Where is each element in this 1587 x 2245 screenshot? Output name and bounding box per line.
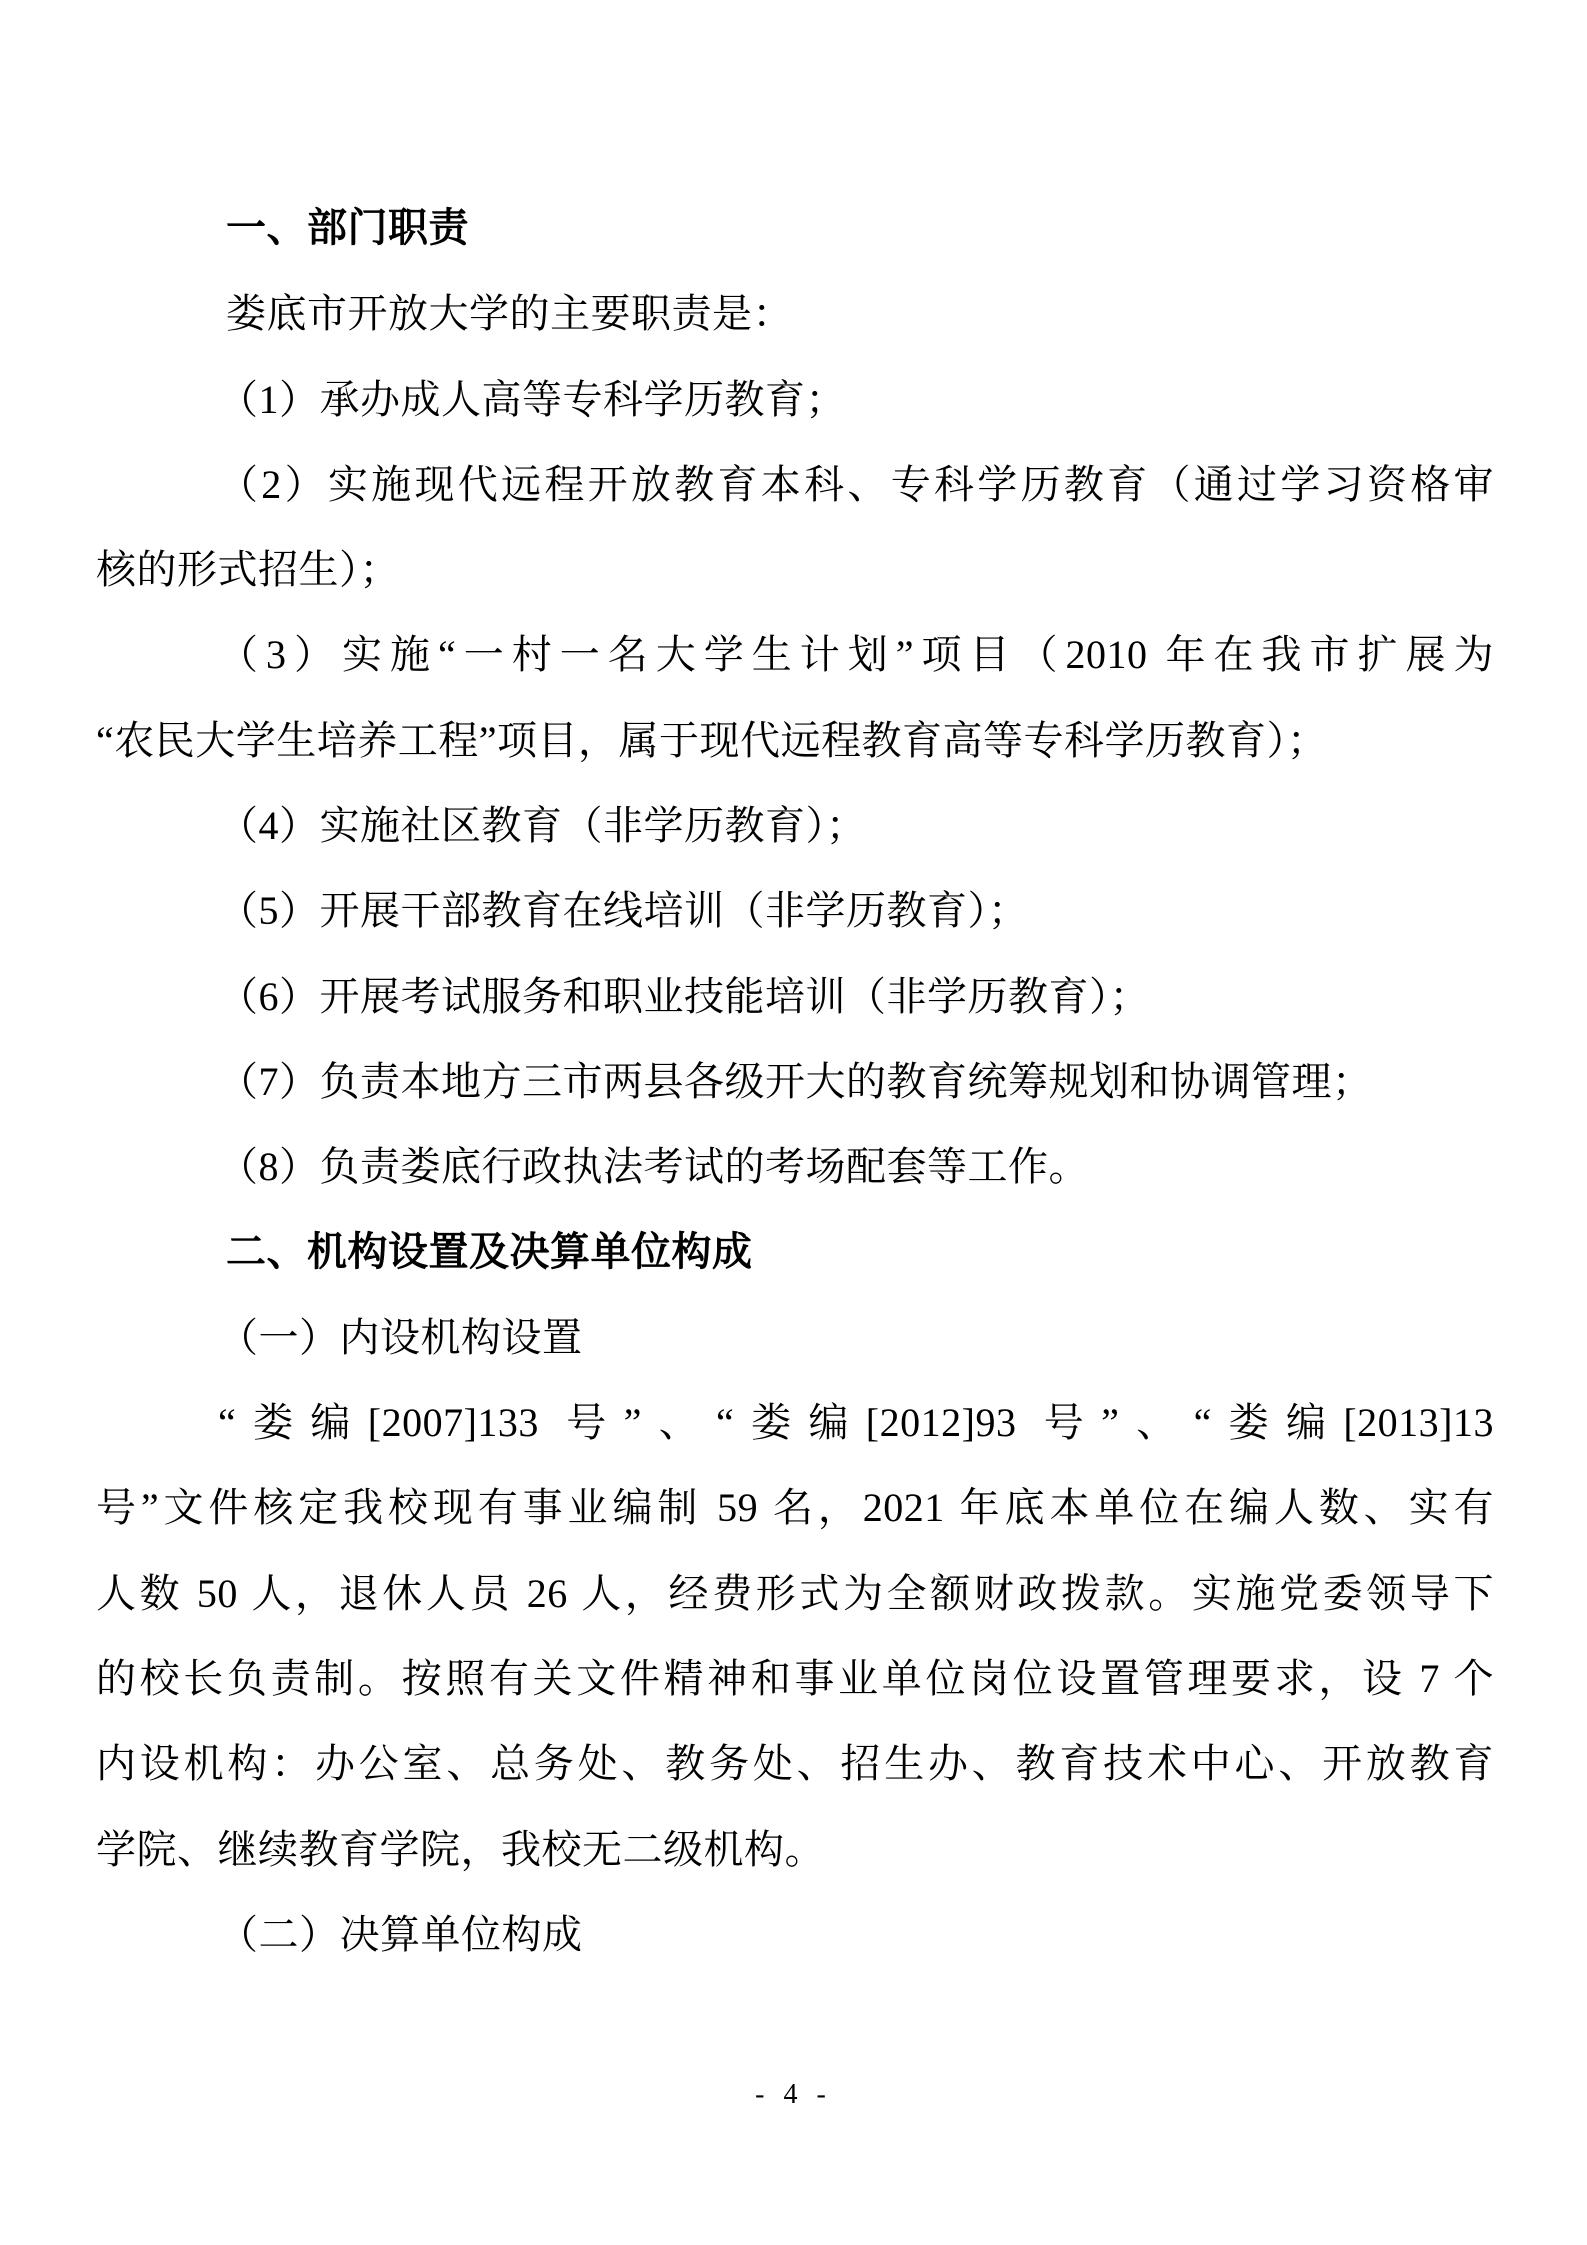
section-heading: 二、机构设置及决算单位构成: [226, 1229, 753, 1274]
text-line: （一）内设机构设置: [218, 1314, 583, 1360]
text-line: （5）开展干部教育在线培训（非学历教育）；: [218, 888, 1029, 934]
text-line: （二）决算单位构成: [218, 1911, 583, 1957]
text-line: （6）开展考试服务和职业技能培训（非学历教育）；: [218, 973, 1150, 1019]
text-line: （1）承办成人高等专科学历教育；: [218, 376, 846, 422]
text-line: “娄编[2007]133 号”、“娄编[2012]93 号”、“娄编[2013]13: [218, 1400, 1494, 1446]
text-line: 核的形式招生）；: [96, 547, 400, 593]
text-line: （7）负责本地方三市两县各级开大的教育统筹规划和协调管理；: [218, 1058, 1373, 1104]
text-line: 号”文件核定我校现有事业编制 59 名，2021 年底本单位在编人数、实有: [96, 1485, 1494, 1531]
text-line: 娄底市开放大学的主要职责是：: [226, 291, 793, 337]
text-line: 人数 50 人，退休人员 26 人，经费形式为全额财政拨款。实施党委领导下: [96, 1570, 1494, 1616]
text-line: （4）实施社区教育（非学历教育）；: [218, 803, 867, 849]
text-line: 的校长负责制。按照有关文件精神和事业单位岗位设置管理要求，设 7 个: [96, 1656, 1494, 1702]
text-line: （8）负责娄底行政执法考试的考场配套等工作。: [218, 1144, 1089, 1190]
section-heading: 一、部门职责: [226, 206, 469, 250]
text-line: 学院、继续教育学院，我校无二级机构。: [96, 1826, 825, 1872]
text-line: （3）实施“一村一名大学生计划”项目（2010 年在我市扩展为: [218, 632, 1494, 678]
text-line: “农民大学生培养工程”项目，属于现代远程教育高等专科学历教育）；: [96, 717, 1328, 763]
page-number: - 4 -: [755, 2079, 832, 2110]
text-line: 内设机构：办公室、总务处、教务处、招生办、教育技术中心、开放教育: [96, 1741, 1494, 1787]
text-line: （2）实施现代远程开放教育本科、专科学历教育（通过学习资格审: [218, 461, 1494, 507]
document-body: [96, 186, 1494, 1977]
